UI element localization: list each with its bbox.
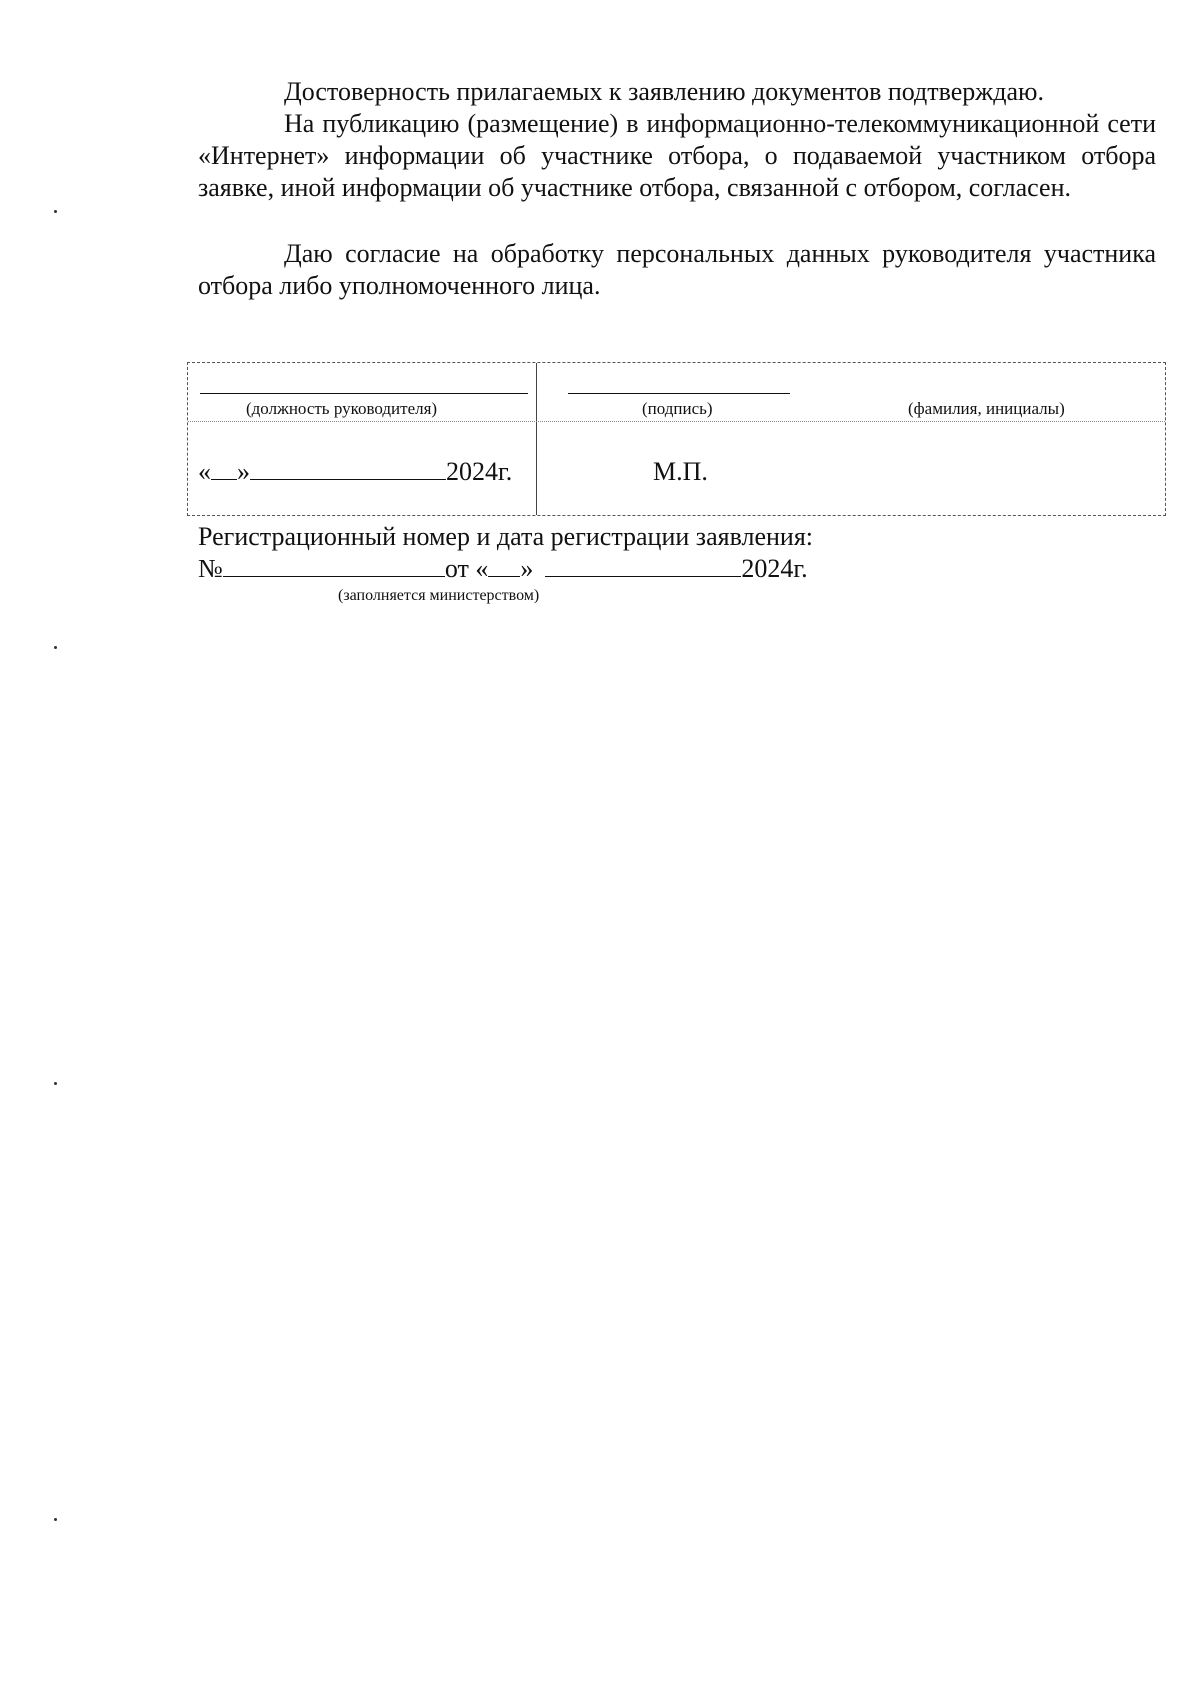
scan-mark bbox=[54, 1518, 57, 1521]
table-row-divider bbox=[188, 421, 1165, 422]
name-caption: (фамилия, инициалы) bbox=[908, 399, 1065, 418]
registration-number-blank bbox=[223, 552, 445, 577]
registration-caption: (заполняется министерством) bbox=[338, 587, 540, 604]
signature-caption: (подпись) bbox=[642, 399, 713, 418]
month-blank bbox=[250, 457, 446, 480]
table-divider bbox=[536, 363, 537, 515]
signature-date bbox=[198, 457, 512, 487]
confirmation-paragraph: Достоверность прилагаемых к заявлению документов подтверждаю. bbox=[284, 77, 1044, 106]
registration-from: от « bbox=[444, 554, 489, 583]
date-open-quote: « bbox=[198, 457, 211, 486]
registration-day-blank bbox=[488, 552, 520, 577]
scan-mark bbox=[54, 210, 57, 213]
position-caption: (должность руководителя) bbox=[246, 399, 438, 418]
position-signature-line bbox=[200, 393, 528, 394]
signature-table bbox=[187, 362, 1166, 516]
registration-close-quote: » bbox=[520, 554, 534, 583]
scan-mark bbox=[54, 1082, 57, 1085]
registration-title: Регистрационный номер и дата регистрации заявления: bbox=[198, 522, 814, 551]
personal-data-consent-paragraph: Даю согласие на обработку персональных данных руководителя участника отбора либо уполномоченного лица. bbox=[198, 239, 1156, 300]
scan-mark bbox=[54, 646, 57, 649]
registration-year: 2024г. bbox=[741, 554, 808, 583]
date-close-quote: » bbox=[237, 457, 250, 486]
signature-line bbox=[568, 393, 790, 394]
number-sign: № bbox=[198, 554, 223, 583]
date-year: 2024г. bbox=[446, 457, 513, 486]
publication-consent-paragraph: На публикацию (размещение) в информационно-телекоммуникационной сети «Интернет» информации об участнике отбора, о подаваемой участником отбора заявке, иной информации об участнике отбора, связанной с отбором, согласен. bbox=[198, 109, 1156, 202]
registration-month-blank bbox=[545, 552, 741, 577]
day-blank bbox=[211, 457, 237, 480]
registration-line bbox=[198, 552, 808, 584]
stamp-place: М.П. bbox=[653, 457, 708, 486]
